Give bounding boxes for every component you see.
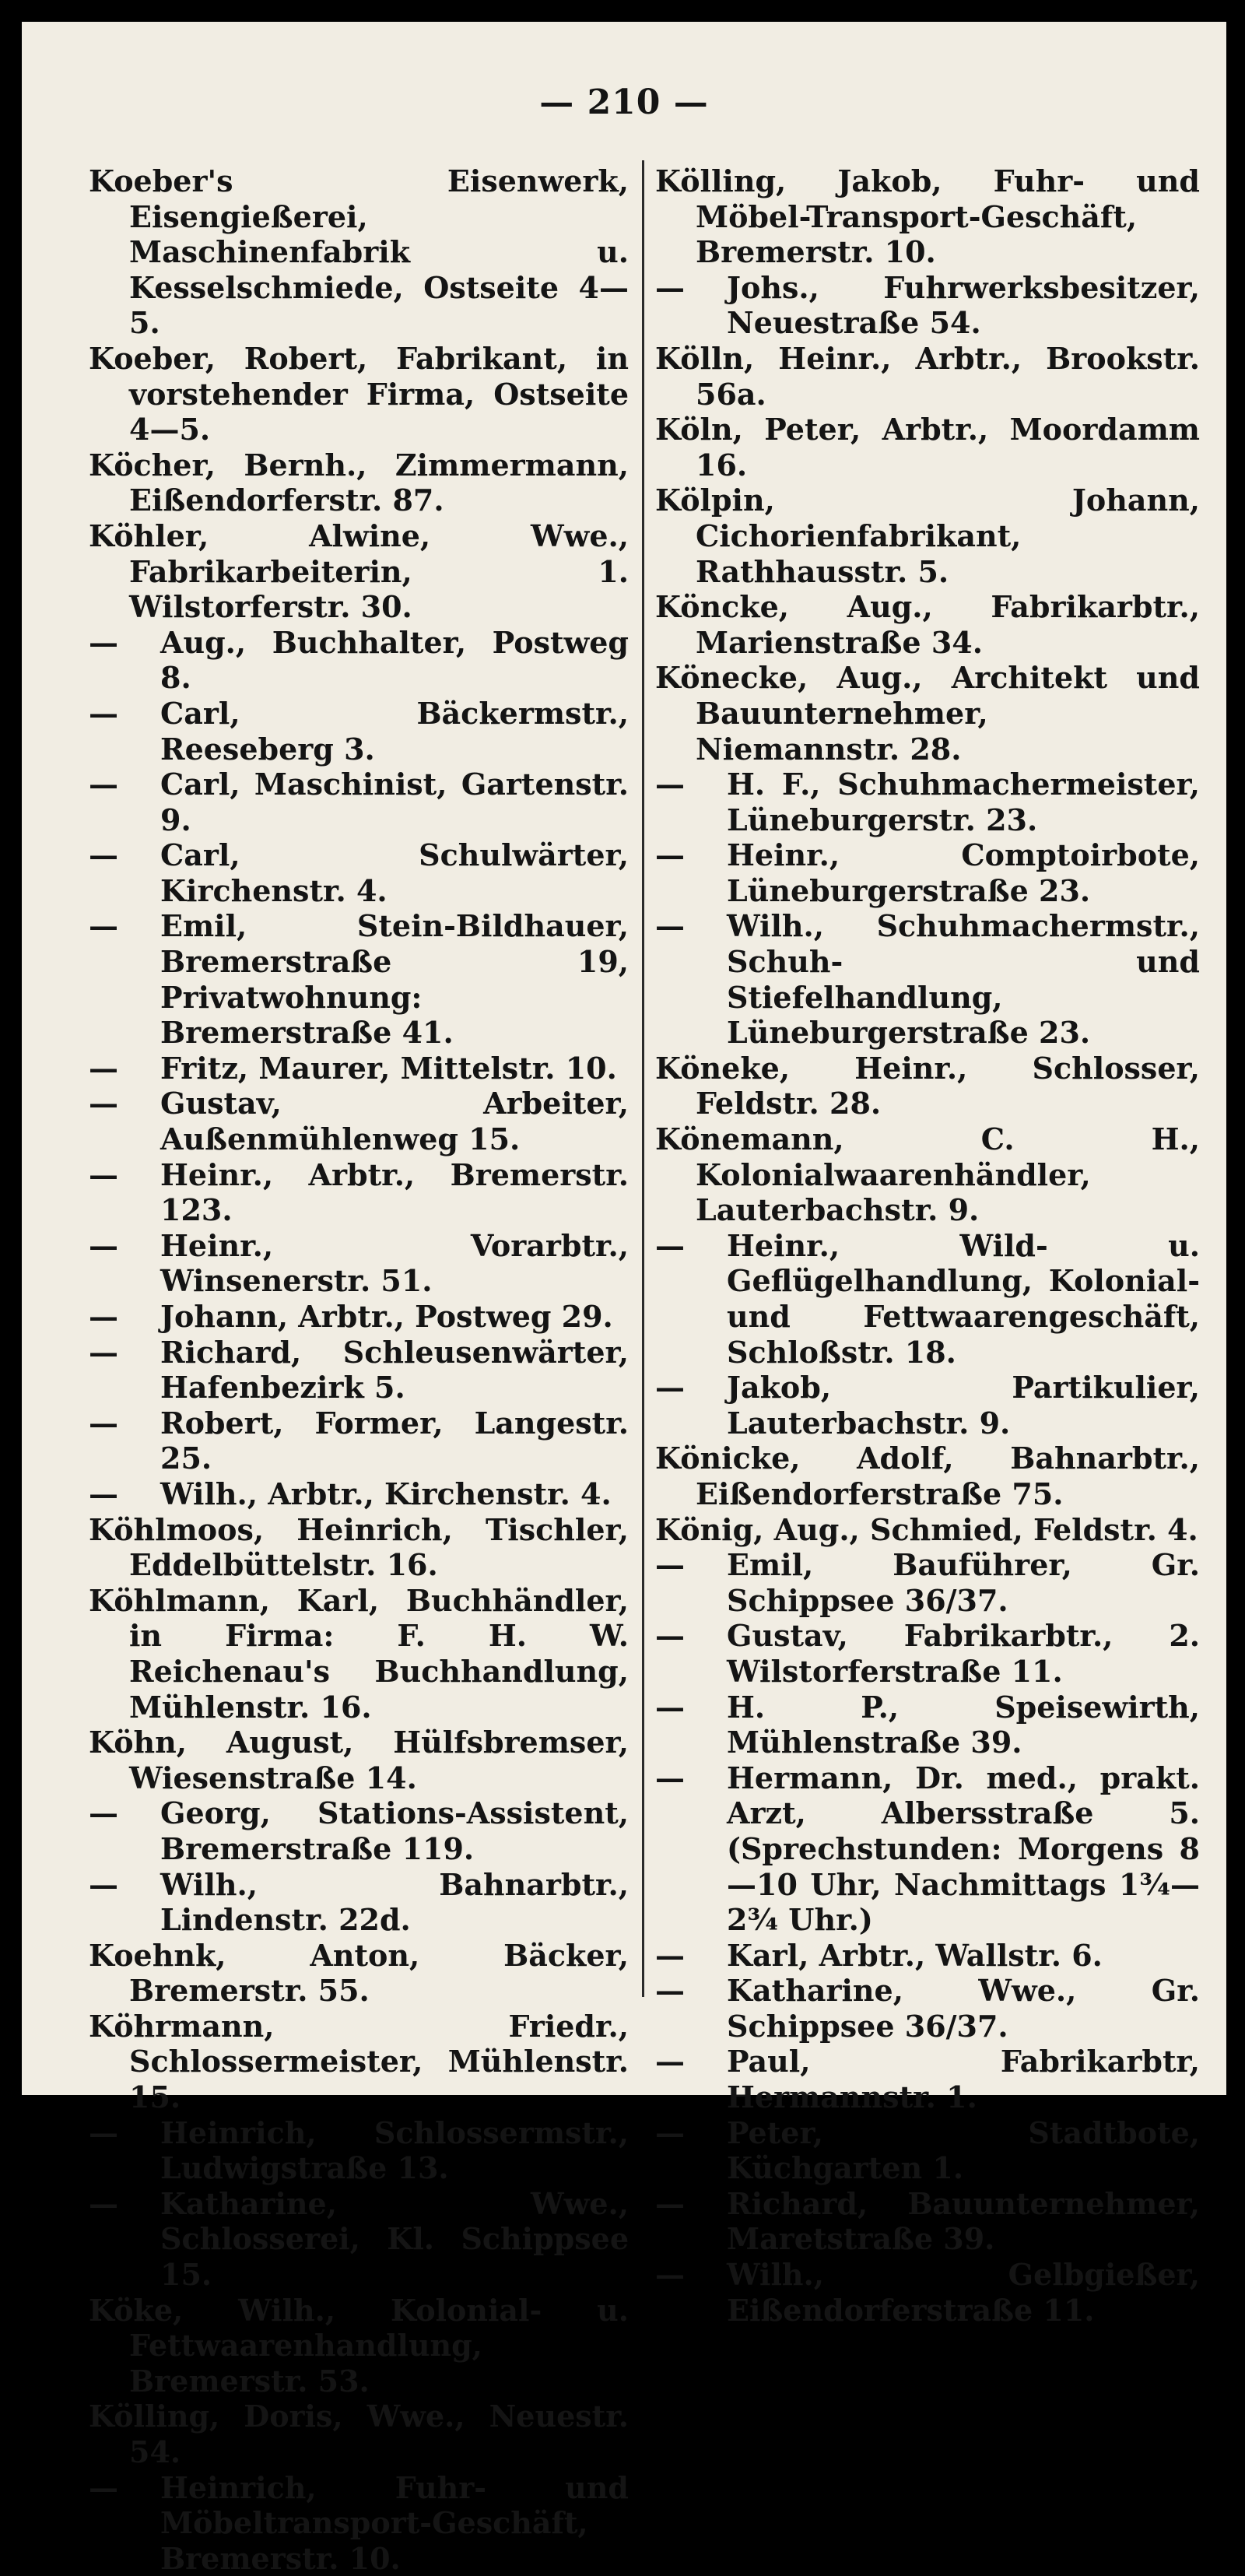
directory-subentry xyxy=(655,767,1200,837)
entry-dash: — xyxy=(89,2185,118,2221)
entry-text: Georg, Stations-Assistent, Bremerstraße 119. xyxy=(160,1795,629,1866)
entry-text: Carl, Schulwärter, Kirchenstr. 4. xyxy=(160,837,629,908)
entry-dash: — xyxy=(89,2469,118,2505)
right-column xyxy=(655,163,1200,2328)
entry-text: Katharine, Wwe., Gr. Schippsee 36/37. xyxy=(727,1973,1200,2044)
directory-entry xyxy=(89,447,629,518)
directory-entry xyxy=(89,1725,629,1795)
directory-subentry xyxy=(89,1228,629,1299)
entry-text: Koeber's Eisenwerk, Eisengießerei, Maschinenfabrik u. Kesselschmiede, Ostseite 4—5. xyxy=(89,163,629,341)
entry-text: Wilh., Schuhmachermstr., Schuh- und Stiefelhandlung, Lüneburgerstraße 23. xyxy=(727,908,1200,1051)
entry-dash: — xyxy=(89,1866,118,1902)
entry-text: Katharine, Wwe., Schlosserei, Kl. Schippsee 15. xyxy=(160,2185,629,2293)
entry-dash: — xyxy=(89,1227,118,1263)
entry-dash: — xyxy=(655,908,685,944)
directory-subentry xyxy=(655,1370,1200,1441)
entry-text: Peter, Stadtbote, Küchgarten 1. xyxy=(727,2114,1200,2186)
entry-text: H. F., Schuhmachermeister, Lüneburgerstr. 23. xyxy=(727,767,1200,837)
directory-subentry xyxy=(89,1476,629,1512)
entry-text: Koeber, Robert, Fabrikant, in vorstehender Firma, Ostseite 4—5. xyxy=(89,340,629,447)
directory-subentry xyxy=(655,1760,1200,1938)
entry-dash: — xyxy=(655,1547,685,1583)
entry-text: König, Aug., Schmied, Feldstr. 4. xyxy=(655,1511,1198,1547)
entry-text: Köhlmann, Karl, Buchhändler, in Firma: F. H. W. Reichenau's Buchhandlung, Mühlenstr. 16. xyxy=(89,1582,629,1725)
entry-text: Könecke, Aug., Architekt und Bauunternehmer, Niemannstr. 28. xyxy=(655,660,1200,767)
directory-subentry xyxy=(89,2470,629,2576)
entry-text: Kölln, Heinr., Arbtr., Brookstr. 56a. xyxy=(655,340,1200,412)
directory-entry xyxy=(655,412,1200,483)
directory-subentry xyxy=(89,696,629,767)
entry-text: Emil, Bauführer, Gr. Schippsee 36/37. xyxy=(727,1547,1200,1618)
entry-text: Gustav, Arbeiter, Außenmühlenweg 15. xyxy=(160,1086,629,1157)
directory-entry xyxy=(655,1441,1200,1511)
directory-subentry xyxy=(655,2044,1200,2114)
directory-entry xyxy=(89,341,629,447)
directory-page xyxy=(22,22,1226,2576)
entry-dash: — xyxy=(655,837,685,873)
directory-entry xyxy=(655,483,1200,589)
entry-dash: — xyxy=(89,695,118,731)
directory-entry xyxy=(655,1121,1200,1228)
directory-subentry xyxy=(89,908,629,1050)
entry-text: Kölling, Doris, Wwe., Neuestr. 54. xyxy=(89,2399,629,2469)
directory-subentry xyxy=(655,908,1200,1050)
entry-text: Köln, Peter, Arbtr., Moordamm 16. xyxy=(655,412,1200,483)
entry-text: Köneke, Heinr., Schlosser, Feldstr. 28. xyxy=(655,1050,1200,1121)
entry-text: Wilh., Gelbgießer, Eißendorferstraße 11. xyxy=(727,2257,1200,2328)
directory-subentry xyxy=(89,2186,629,2293)
entry-dash: — xyxy=(89,1156,118,1192)
directory-subentry xyxy=(655,1618,1200,1689)
directory-subentry xyxy=(655,2186,1200,2257)
directory-entry xyxy=(655,1051,1200,1121)
entry-text: Hermann, Dr. med., prakt. Arzt, Albersstraße 5. (Sprechstunden: Morgens 8—10 Uhr, Nachmittags 1¾—2¾ Uhr.) xyxy=(727,1760,1200,1938)
directory-subentry xyxy=(89,1051,629,1086)
entry-text: Koehnk, Anton, Bäcker, Bremerstr. 55. xyxy=(89,1937,629,2009)
directory-subentry xyxy=(655,1690,1200,1760)
entry-text: Kölpin, Johann, Cichorienfabrikant, Rathhausstr. 5. xyxy=(655,483,1200,589)
entry-text: Carl, Bäckermstr., Reeseberg 3. xyxy=(160,695,629,767)
directory-entry xyxy=(89,518,629,625)
entry-text: Jakob, Partikulier, Lauterbachstr. 9. xyxy=(727,1370,1200,1441)
entry-dash: — xyxy=(655,1937,685,1973)
directory-entry xyxy=(89,1512,629,1583)
entry-dash: — xyxy=(655,1370,685,1406)
entry-text: Köhn, August, Hülfsbremser, Wiesenstraße 14. xyxy=(89,1725,629,1795)
directory-subentry xyxy=(89,1406,629,1476)
entry-dash: — xyxy=(89,1334,118,1370)
entry-dash: — xyxy=(89,624,118,660)
entry-dash: — xyxy=(655,2185,685,2221)
directory-subentry xyxy=(655,2257,1200,2328)
directory-subentry xyxy=(89,1157,629,1228)
directory-subentry xyxy=(89,837,629,908)
entry-dash: — xyxy=(89,837,118,873)
directory-subentry xyxy=(89,1867,629,1938)
directory-entry xyxy=(89,2009,629,2115)
entry-text: Richard, Bauunternehmer, Maretstraße 39. xyxy=(727,2185,1200,2257)
entry-text: Könemann, C. H., Kolonialwaarenhändler, Lauterbachstr. 9. xyxy=(655,1121,1200,1228)
directory-subentry xyxy=(89,767,629,837)
directory-entry xyxy=(655,589,1200,660)
entry-text: Emil, Stein-Bildhauer, Bremerstraße 19, Privatwohnung: Bremerstraße 41. xyxy=(160,908,629,1051)
entry-text: Gustav, Fabrikarbtr., 2. Wilstorferstraße 11. xyxy=(727,1618,1200,1689)
entry-text: Kölling, Jakob, Fuhr- und Möbel-Transport-Geschäft, Bremerstr. 10. xyxy=(655,163,1200,270)
entry-text: Aug., Buchhalter, Postweg 8. xyxy=(160,624,629,696)
entry-text: Wilh., Arbtr., Kirchenstr. 4. xyxy=(160,1476,612,1511)
directory-entry xyxy=(655,1512,1200,1548)
entry-dash: — xyxy=(655,1760,685,1795)
entry-text: Köhler, Alwine, Wwe., Fabrikarbeiterin, 1. Wilstorferstr. 30. xyxy=(89,518,629,625)
entry-text: Heinr., Wild- u. Geflügelhandlung, Kolonial- und Fettwaarengeschäft, Schloßstr. 18. xyxy=(727,1227,1200,1370)
column-divider xyxy=(642,160,644,1997)
directory-subentry xyxy=(655,1547,1200,1618)
entry-dash: — xyxy=(655,2257,685,2293)
entry-dash: — xyxy=(655,1227,685,1263)
entry-text: Heinr., Arbtr., Bremerstr. 123. xyxy=(160,1156,629,1228)
directory-subentry xyxy=(655,2115,1200,2186)
entry-dash: — xyxy=(655,2044,685,2079)
entry-text: Johann, Arbtr., Postweg 29. xyxy=(160,1299,613,1334)
entry-text: Heinr., Comptoirbote, Lüneburgerstraße 23. xyxy=(727,837,1200,908)
directory-subentry xyxy=(89,1335,629,1406)
entry-dash: — xyxy=(655,1689,685,1725)
directory-subentry xyxy=(89,1086,629,1156)
directory-subentry xyxy=(655,1938,1200,1974)
entry-dash: — xyxy=(655,767,685,802)
directory-entry xyxy=(89,2293,629,2399)
entry-text: Paul, Fabrikarbtr, Hermannstr. 1. xyxy=(727,2044,1200,2115)
entry-text: Fritz, Maurer, Mittelstr. 10. xyxy=(160,1050,617,1086)
entry-dash: — xyxy=(655,2114,685,2150)
entry-dash: — xyxy=(89,1050,118,1086)
entry-dash: — xyxy=(89,767,118,802)
entry-dash: — xyxy=(89,908,118,944)
entry-text: Wilh., Bahnarbtr., Lindenstr. 22d. xyxy=(160,1866,629,1938)
entry-dash: — xyxy=(655,1618,685,1654)
entry-text: Carl, Maschinist, Gartenstr. 9. xyxy=(160,767,629,837)
entry-text: Karl, Arbtr., Wallstr. 6. xyxy=(727,1937,1103,1973)
left-column xyxy=(89,163,629,2576)
directory-subentry xyxy=(655,1228,1200,1370)
directory-subentry xyxy=(89,1299,629,1335)
directory-entry xyxy=(89,163,629,341)
directory-subentry xyxy=(655,270,1200,341)
entry-dash: — xyxy=(89,1795,118,1831)
directory-entry xyxy=(89,1938,629,2009)
entry-dash: — xyxy=(89,1299,118,1334)
entry-text: Heinr., Vorarbtr., Winsenerstr. 51. xyxy=(160,1227,629,1299)
directory-subentry xyxy=(89,625,629,696)
directory-entry xyxy=(655,163,1200,270)
directory-subentry xyxy=(89,1795,629,1866)
page-number: — 210 — xyxy=(539,82,709,122)
directory-entry xyxy=(655,341,1200,412)
entry-dash: — xyxy=(89,1405,118,1441)
entry-text: Köncke, Aug., Fabrikarbtr., Marienstraße 34. xyxy=(655,589,1200,660)
entry-text: Köke, Wilh., Kolonial- u. Fettwaarenhandlung, Bremerstr. 53. xyxy=(89,2292,629,2399)
entry-text: Heinrich, Fuhr- und Möbeltransport-Geschäft, Bremerstr. 10. xyxy=(160,2469,629,2576)
entry-dash: — xyxy=(655,269,685,305)
entry-dash: — xyxy=(89,1476,118,1511)
entry-dash: — xyxy=(89,1086,118,1121)
directory-entry xyxy=(89,1583,629,1725)
directory-entry xyxy=(89,2399,629,2469)
directory-subentry xyxy=(89,2115,629,2186)
directory-subentry xyxy=(655,837,1200,908)
entry-text: Heinrich, Schlossermstr., Ludwigstraße 13. xyxy=(160,2114,629,2186)
directory-entry xyxy=(655,660,1200,767)
entry-dash: — xyxy=(655,1973,685,2009)
entry-text: Köcher, Bernh., Zimmermann, Eißendorferstr. 87. xyxy=(89,447,629,518)
directory-subentry xyxy=(655,1973,1200,2044)
entry-text: Richard, Schleusenwärter, Hafenbezirk 5. xyxy=(160,1334,629,1406)
entry-text: Köhlmoos, Heinrich, Tischler, Eddelbüttelstr. 16. xyxy=(89,1511,629,1583)
entry-text: Robert, Former, Langestr. 25. xyxy=(160,1405,629,1476)
entry-text: H. P., Speisewirth, Mühlenstraße 39. xyxy=(727,1689,1200,1760)
entry-dash: — xyxy=(89,2114,118,2150)
entry-text: Johs., Fuhrwerksbesitzer, Neuestraße 54. xyxy=(727,269,1200,341)
entry-text: Köhrmann, Friedr., Schlossermeister, Mühlenstr. 15. xyxy=(89,2008,629,2115)
entry-text: Könicke, Adolf, Bahnarbtr., Eißendorferstraße 75. xyxy=(655,1441,1200,1511)
